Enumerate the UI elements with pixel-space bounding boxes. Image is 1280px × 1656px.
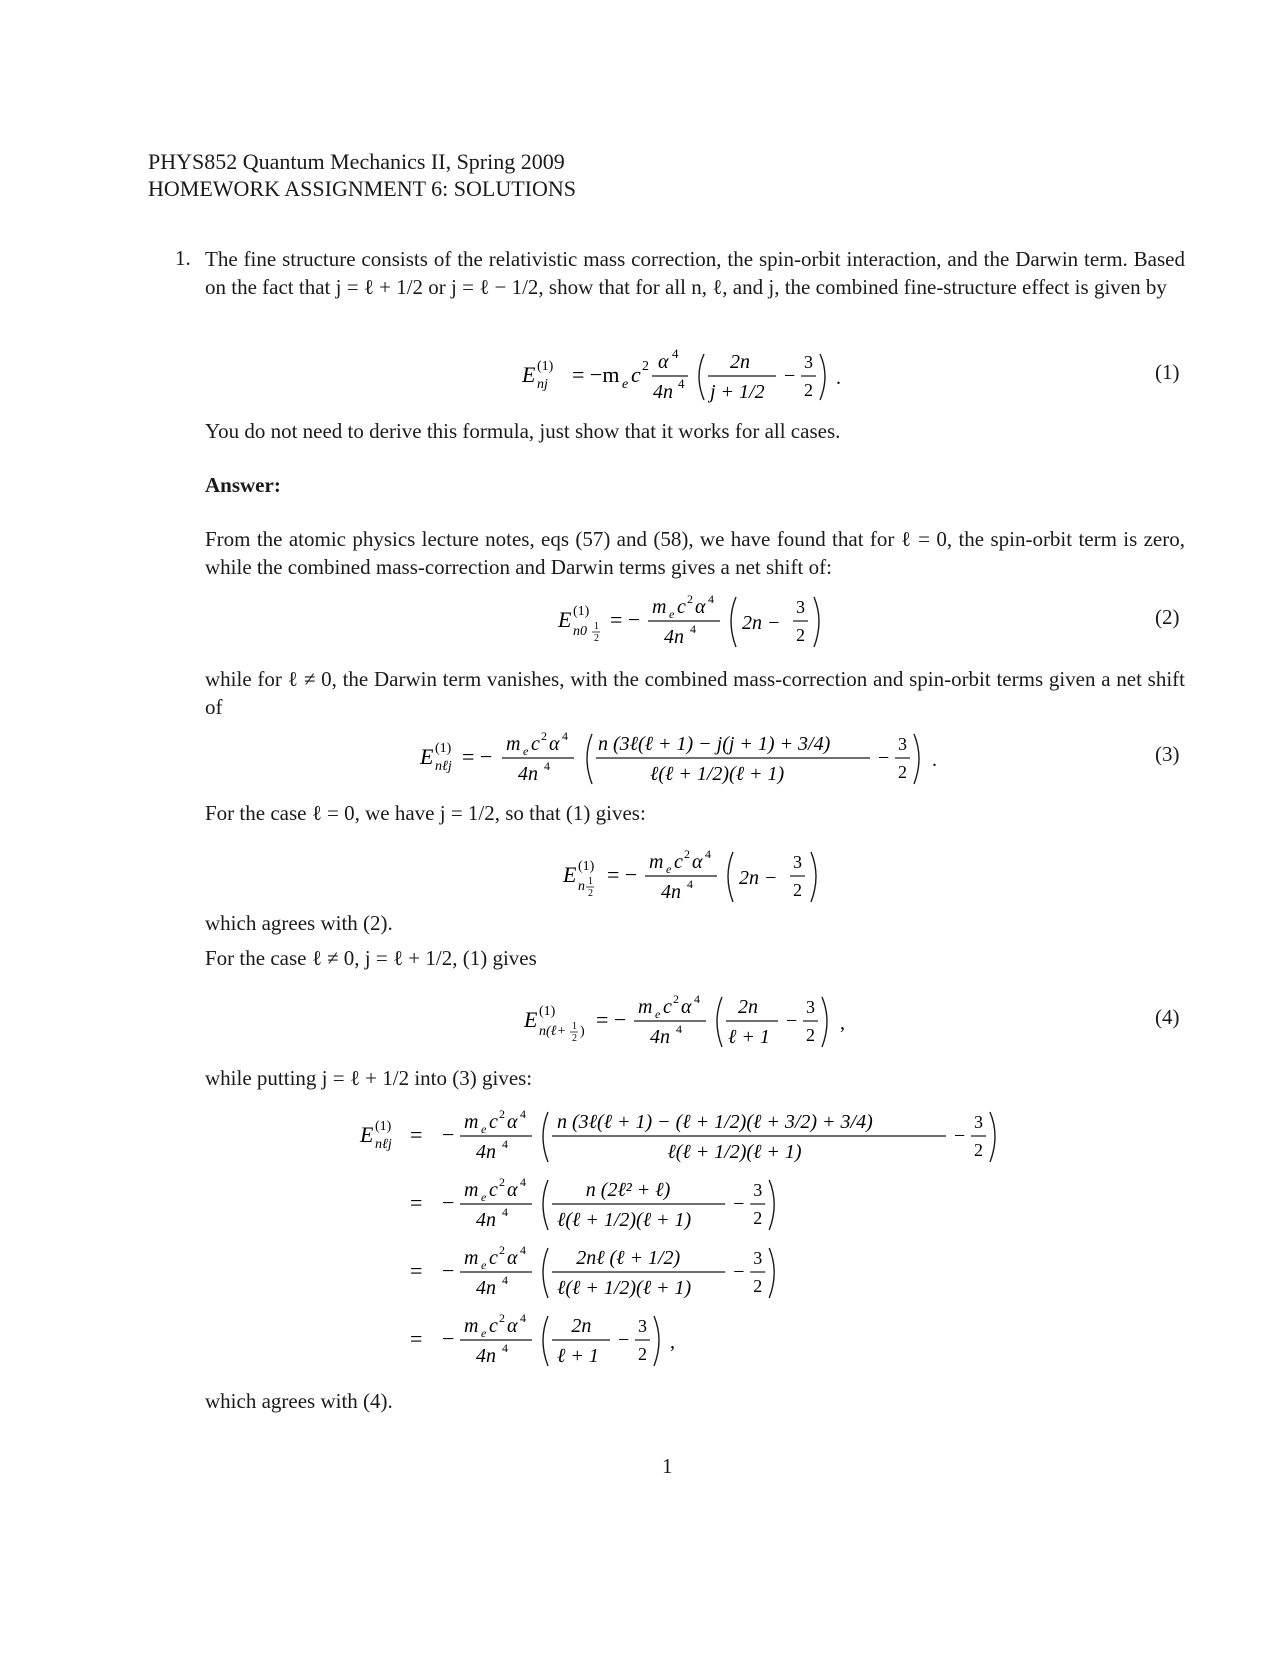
eq3-eqs: = − [462, 744, 493, 769]
eqc1-num-alpha: α [692, 851, 703, 873]
eq3-num-exp2: 2 [541, 729, 547, 743]
eq4-sub: n(ℓ+ [539, 1024, 566, 1039]
align-rparen [769, 1180, 774, 1230]
eq3-num-exp4: 4 [562, 729, 568, 743]
eq2-num-exp4: 4 [708, 592, 714, 606]
align-minus: − [442, 1122, 455, 1147]
align-two: 2 [974, 1140, 983, 1160]
eqc1-sub-frac-n: 1 [588, 876, 593, 887]
eq4-eqs: = − [596, 1007, 627, 1032]
eq4-end: , [840, 1012, 845, 1034]
align-eqsign: = [410, 1190, 423, 1215]
problem-note: You do not need to derive this formula, just show that it works for all cases. [205, 419, 841, 443]
eq3-end: . [932, 749, 937, 771]
eqc1-sup: (1) [578, 859, 595, 874]
eq3-number: (3) [1155, 742, 1180, 766]
eq4-den-exp: 4 [676, 1022, 682, 1036]
align-pre-den-exp: 4 [502, 1273, 508, 1287]
align-frac-num: 2nℓ (ℓ + 1/2) [576, 1247, 681, 1269]
align-pre-alpha: α [507, 1315, 518, 1337]
align-pre-sub: e [481, 1326, 487, 1340]
eq3-two: 2 [898, 762, 907, 782]
eqc1-num-sub: e [666, 862, 672, 876]
align-minus: − [442, 1326, 455, 1351]
eq4-num-alpha: α [681, 996, 692, 1018]
assignment-title: HOMEWORK ASSIGNMENT 6: SOLUTIONS [148, 176, 577, 201]
eq2-den: 4n [664, 626, 684, 648]
eq1-rhs-prefix: = −m [572, 362, 620, 387]
align-pre-m: m [464, 1247, 479, 1269]
align-eqsign: = [410, 1326, 423, 1351]
eq2-number: (2) [1155, 605, 1180, 629]
eq3-sub: nℓj [435, 759, 452, 774]
answer-putting: while putting j = ℓ + 1/2 into (3) gives: [205, 1066, 533, 1090]
align-pre-den: 4n [476, 1209, 496, 1231]
eq1-c-exp: 2 [642, 359, 649, 374]
align-pre-sub: e [481, 1258, 487, 1272]
align-eqsign: = [410, 1122, 423, 1147]
align-pre-m: m [464, 1315, 479, 1337]
align-frac-minus: − [733, 1193, 745, 1215]
eq4-sub-close: ) [580, 1024, 585, 1039]
eq3-num-alpha: α [549, 733, 560, 755]
align-end: , [670, 1331, 675, 1353]
eqc1-sub-frac-d: 2 [588, 888, 593, 899]
eq3-sup: (1) [435, 741, 452, 756]
eq4-num-m: m [638, 996, 653, 1018]
eq1-frac-den: j + 1/2 [710, 381, 765, 403]
aligned-derivation [340, 1100, 1060, 1390]
page-number: 1 [662, 1454, 673, 1478]
answer-case1: For the case ℓ = 0, we have j = 1/2, so that (1) gives: [205, 801, 646, 825]
eq1-minus: − [784, 365, 796, 387]
eq2-num-alpha: α [695, 596, 706, 618]
align-lhs: E [360, 1122, 374, 1147]
eqc1-num-m: m [649, 851, 664, 873]
eq2-eqs: = − [610, 607, 641, 632]
eq1-sub: nj [537, 377, 548, 392]
align-pre-den: 4n [476, 1277, 496, 1299]
eq1-den: 4n [653, 381, 673, 403]
align-pre-alpha: α [507, 1247, 518, 1269]
align-frac-minus: − [733, 1261, 745, 1283]
eq2-den-exp: 4 [690, 622, 696, 636]
align-frac-minus: − [618, 1329, 630, 1351]
align-rparen [990, 1112, 995, 1162]
eq4-frac-num: 2n [738, 996, 758, 1018]
eq4-sup: (1) [539, 1004, 556, 1019]
align-pre-exp4: 4 [520, 1311, 526, 1325]
eq1-alpha: α [658, 351, 669, 373]
answer-intro: From the atomic physics lecture notes, eqs (57) and (58), we have found that for ℓ = 0, the spin-orbit term is zero, while the combined mass-correction and Darwin terms gives a net shift of: [205, 527, 1185, 579]
align-pre-alpha: α [507, 1179, 518, 1201]
equation-3 [400, 722, 980, 794]
align-frac-den: ℓ(ℓ + 1/2)(ℓ + 1) [557, 1277, 692, 1299]
eq3-three: 3 [898, 734, 907, 754]
align-pre-sub: e [481, 1190, 487, 1204]
eq4-lhs: E [524, 1007, 538, 1032]
align-pre-c: c [489, 1111, 498, 1133]
eq4-number: (4) [1155, 1005, 1180, 1029]
eq1-three: 3 [804, 352, 813, 372]
eq4-num-exp2: 2 [673, 992, 679, 1006]
align-eqsign: = [410, 1258, 423, 1283]
align-frac-num: 2n [571, 1315, 592, 1337]
align-two: 2 [753, 1208, 763, 1228]
align-pre-den: 4n [476, 1345, 496, 1367]
align-minus: − [442, 1190, 455, 1215]
align-lparen [543, 1248, 548, 1298]
eqc1-sub: n [578, 879, 585, 894]
eqc1-den-exp: 4 [687, 877, 693, 891]
eq1-two: 2 [804, 380, 813, 400]
align-pre-alpha: α [507, 1111, 518, 1133]
eq2-num-c: c [677, 596, 686, 618]
eq2-lhs: E [558, 607, 572, 632]
answer-after-eq2: while for ℓ ≠ 0, the Darwin term vanishes, with the combined mass-correction and spin-orbit terms given a net shift of [205, 667, 1185, 719]
eq1-c: c [631, 362, 641, 387]
answer-agree2: which agrees with (2). [205, 911, 393, 935]
align-frac-minus: − [954, 1125, 966, 1147]
align-pre-m: m [464, 1111, 479, 1133]
eqc1-num-c: c [674, 851, 683, 873]
align-pre-exp2: 2 [499, 1311, 505, 1325]
align-pre-exp4: 4 [520, 1107, 526, 1121]
eq4-den: 4n [650, 1026, 670, 1048]
align-pre-exp4: 4 [520, 1175, 526, 1189]
align-pre-den-exp: 4 [502, 1341, 508, 1355]
eq4-num-sub: e [655, 1007, 661, 1021]
eq4-num-c: c [663, 996, 672, 1018]
align-frac-den: ℓ(ℓ + 1/2)(ℓ + 1) [667, 1141, 802, 1163]
align-frac-den: ℓ(ℓ + 1/2)(ℓ + 1) [557, 1209, 692, 1231]
eqc1-paren: 2n − [739, 867, 778, 889]
answer-label: Answer: [205, 473, 281, 497]
eq1-den-exp: 4 [678, 376, 685, 391]
eq1-lhs: E [522, 362, 536, 387]
eq3-lhs: E [420, 744, 434, 769]
equation-4 [510, 985, 870, 1057]
problem-number: 1. [175, 246, 191, 270]
eqc1-two: 2 [793, 880, 802, 900]
align-lhs-sup: (1) [375, 1119, 392, 1134]
align-two: 2 [753, 1276, 763, 1296]
align-rparen [654, 1316, 659, 1366]
align-pre-c: c [489, 1179, 498, 1201]
align-pre-den: 4n [476, 1141, 496, 1163]
eq3-den-exp: 4 [544, 759, 550, 773]
eq1-alpha-exp: 4 [672, 346, 679, 361]
align-lhs-sub: nℓj [375, 1137, 392, 1152]
eq4-num-exp4: 4 [694, 992, 700, 1006]
align-lparen [543, 1112, 548, 1162]
eqc1-num-exp4: 4 [705, 847, 711, 861]
eq4-two: 2 [806, 1025, 815, 1045]
eq1-number: (1) [1155, 360, 1180, 384]
eq3-minus: − [878, 747, 890, 769]
eqc1-eqs: = − [607, 862, 638, 887]
eq2-paren: 2n − [742, 612, 781, 634]
eq2-num-sub: e [669, 607, 675, 621]
align-pre-exp2: 2 [499, 1243, 505, 1257]
eq4-minus: − [786, 1010, 798, 1032]
eq4-frac-den: ℓ + 1 [728, 1026, 770, 1048]
eq2-two: 2 [796, 625, 805, 645]
eq3-num-m: m [506, 733, 521, 755]
problem-statement: The fine structure consists of the relativistic mass correction, the spin-orbit interaction, and the Darwin term. Based on the fact that j = ℓ + 1/2 or j = ℓ − 1/2, show that for all n, ℓ, and j, the combined fine-structure effect is given by [205, 247, 1185, 299]
align-pre-exp2: 2 [499, 1175, 505, 1189]
equation-case1 [545, 840, 845, 912]
align-pre-den-exp: 4 [502, 1205, 508, 1219]
align-pre-den-exp: 4 [502, 1137, 508, 1151]
eq2-sub-frac-d: 2 [594, 633, 599, 644]
align-frac-num: n (3ℓ(ℓ + 1) − (ℓ + 1/2)(ℓ + 3/2) + 3/4) [557, 1111, 873, 1133]
align-two: 2 [638, 1344, 647, 1364]
eq2-sub-frac-n: 1 [594, 621, 599, 632]
align-three: 3 [974, 1112, 983, 1132]
eqc1-den: 4n [661, 881, 681, 903]
eq3-den: 4n [518, 763, 538, 785]
equation-2 [540, 585, 860, 657]
eq2-num-exp2: 2 [687, 592, 693, 606]
eqc1-num-exp2: 2 [684, 847, 690, 861]
align-pre-c: c [489, 1315, 498, 1337]
eq3-num-sub: e [523, 744, 529, 758]
eq1-sup: (1) [537, 359, 554, 374]
align-rparen [769, 1248, 774, 1298]
answer-agree4: which agrees with (4). [205, 1389, 393, 1413]
align-pre-c: c [489, 1247, 498, 1269]
align-lparen [543, 1316, 548, 1366]
equation-1 [500, 340, 880, 410]
eq2-sup: (1) [573, 604, 590, 619]
align-pre-exp4: 4 [520, 1243, 526, 1257]
eq2-sub: n0 [573, 624, 587, 639]
eq2-three: 3 [796, 597, 805, 617]
align-pre-m: m [464, 1179, 479, 1201]
eq4-sub-frac-n: 1 [572, 1021, 577, 1032]
eqc1-three: 3 [793, 852, 802, 872]
eq3-frac-num: n (3ℓ(ℓ + 1) − j(j + 1) + 3/4) [598, 733, 831, 755]
align-frac-num: n (2ℓ² + ℓ) [585, 1179, 671, 1201]
align-frac-den: ℓ + 1 [557, 1345, 599, 1367]
eq3-frac-den: ℓ(ℓ + 1/2)(ℓ + 1) [650, 763, 785, 785]
eq4-sub-frac-d: 2 [572, 1033, 577, 1044]
eq1-frac-num: 2n [730, 351, 750, 373]
align-lparen [543, 1180, 548, 1230]
align-three: 3 [753, 1248, 763, 1268]
answer-case2: For the case ℓ ≠ 0, j = ℓ + 1/2, (1) gives [205, 946, 537, 970]
eq2-num-m: m [652, 596, 667, 618]
align-pre-sub: e [481, 1122, 487, 1136]
align-minus: − [442, 1258, 455, 1283]
eq4-three: 3 [806, 997, 815, 1017]
align-three: 3 [753, 1180, 763, 1200]
course-line: PHYS852 Quantum Mechanics II, Spring 2009 [148, 149, 565, 174]
eq1-rhs-sub: e [622, 377, 629, 392]
align-pre-exp2: 2 [499, 1107, 505, 1121]
align-three: 3 [638, 1316, 647, 1336]
eqc1-lhs: E [563, 862, 577, 887]
eq3-num-c: c [531, 733, 540, 755]
eq1-end: . [836, 367, 841, 389]
